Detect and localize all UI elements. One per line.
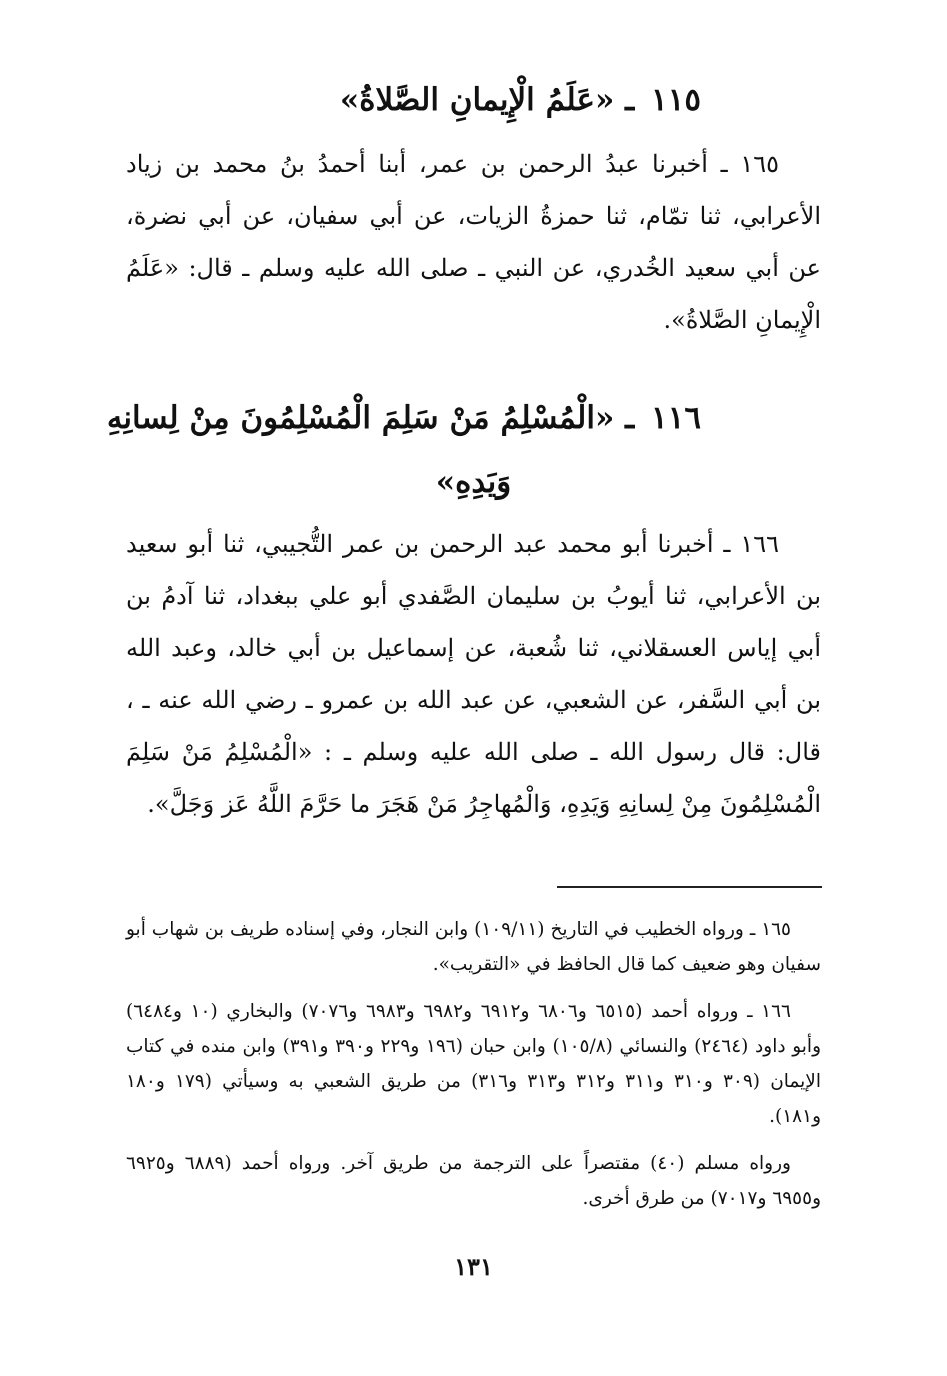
page-number: ١٣١ [454, 1252, 493, 1281]
section-title: «الْمُسْلِمُ مَنْ سَلِمَ الْمُسْلِمُونَ مِنْ لِسانِهِ [106, 400, 615, 436]
hadith-block-165 [126, 138, 821, 346]
hadith-block-166 [126, 518, 821, 830]
section-heading-116-continuation [0, 462, 947, 502]
section-heading-116 [107, 398, 701, 438]
section-title-continuation: وَيَدِهِ» [435, 464, 512, 500]
hadith-paragraph: ١٦٥ ـ أخبرنا عبدُ الرحمن بن عمر، أبنا أحمدُ بنُ محمد بن زياد الأعرابي، ثنا تمّام، ثنا حمزةُ الزيات، عن أبي سفيان، عن أبي نضرة، عن أبي سعيد الخُدري، عن النبي ـ صلى الله عليه وسلم ـ قال: «عَلَمُ الْإِيمانِ الصَّلاةُ». [126, 150, 821, 334]
hadith-paragraph: ١٦٦ ـ أخبرنا أبو محمد عبد الرحمن بن عمر التُّجيبي، ثنا أبو سعيد بن الأعرابي، ثنا أيوبُ بن سليمان الصَّفدي أبو علي ببغداد، ثنا آدمُ بن أبي إياس العسقلاني، ثنا شُعبة، عن إسماعيل بن أبي خالد، وعبد الله بن أبي السَّفر، عن الشعبي، عن عبد الله بن عمرو ـ رضي الله عنه ـ ، قال: قال رسول الله ـ صلى الله عليه وسلم ـ : «الْمُسْلِمُ مَنْ سَلِمَ الْمُسْلِمُونَ مِنْ لِسانِهِ وَيَدِهِ، وَالْمُهاجِرُ مَنْ هَجَرَ ما حَرَّمَ اللَّهُ عَز وَجَلَّ». [126, 530, 821, 818]
section-number: ١١٦ [651, 400, 701, 436]
heading-dash: ـ [625, 400, 635, 436]
section-heading-115 [340, 80, 701, 120]
footnote-166: ١٦٦ ـ ورواه أحمد (٦٥١٥ و٦٨٠٦ و٦٩١٢ و٦٩٨٢ و٦٩٨٣ و٧٠٧٦) والبخاري (١٠ و٦٤٨٤) وأبو داود (٢٤٦٤) والنسائي (١٠٥/٨) وابن حبان (١٩٦ و٢٢٩ و٣٩٠ و٣٩١) وابن منده في كتاب الإيمان (٣٠٩ و٣١٠ و٣١١ و٣١٢ و٣١٣ و٣١٦) من طريق الشعبي به وسيأتي (١٧٩ و١٨٠ و١٨١). [126, 1001, 821, 1127]
footnote-separator [557, 886, 822, 888]
footnote-166-continued: ورواه مسلم (٤٠) مقتصراً على الترجمة من طريق آخر. ورواه أحمد (٦٨٨٩ و٦٩٢٥ و٦٩٥٥ و٧٠١٧) من طرق أخرى. [126, 1153, 821, 1209]
footnote-165: ١٦٥ ـ ورواه الخطيب في التاريخ (١٠٩/١١) وابن النجار، وفي إسناده طريف بن شهاب أبو سفيان وهو ضعيف كما قال الحافظ في «التقريب». [126, 919, 821, 975]
heading-dash: ـ [625, 82, 635, 118]
footnotes [126, 912, 821, 1228]
section-title: «عَلَمُ الْإِيمانِ الصَّلاةُ» [339, 82, 615, 118]
section-number: ١١٥ [651, 82, 701, 118]
